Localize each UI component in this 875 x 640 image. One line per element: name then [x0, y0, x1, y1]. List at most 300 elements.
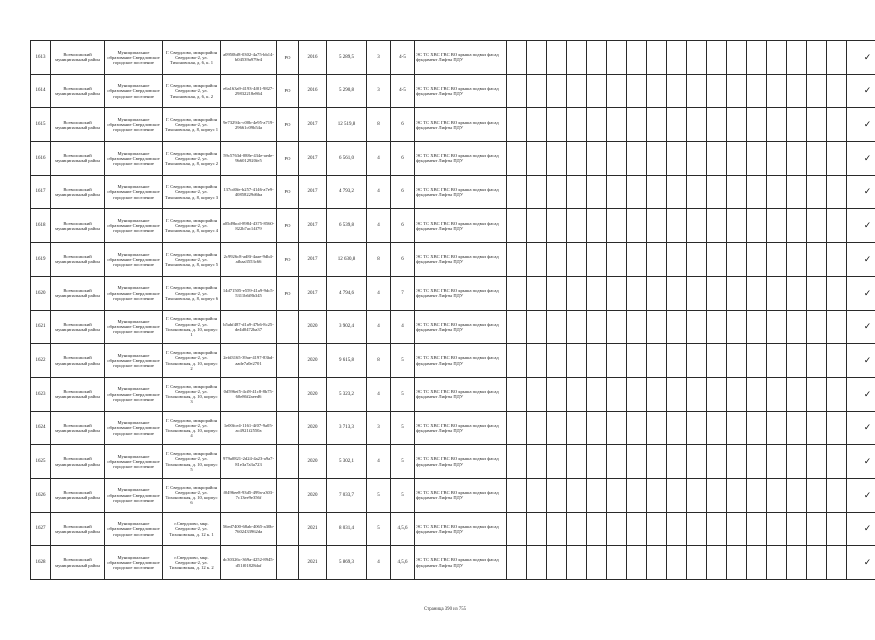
empty-cell [727, 478, 747, 512]
row-number: 1626 [31, 478, 51, 512]
empty-cell [747, 377, 767, 411]
address-cell: г.Свердлово, мкр. Свердлово-2, ул. Тихоновская, д. 12 к. 1 [163, 512, 221, 546]
area-cell: 5 290,8 [327, 74, 367, 108]
house-guid-cell: 9e73294c-c00b-4e95-a719-29661c09b54a [221, 108, 277, 142]
empty-cell [807, 445, 827, 479]
empty-cell [827, 445, 847, 479]
municipality-cell: Муниципальное образование Свердловское городское поселение [105, 445, 163, 479]
empty-cell [747, 546, 767, 580]
area-cell: 5 323,2 [327, 377, 367, 411]
empty-cell [607, 512, 627, 546]
empty-cell [827, 142, 847, 176]
entrances-cell: 4 [391, 310, 415, 344]
house-guid-cell: 2efd3165-39ae-4197-83bd-aade7a0e2701 [221, 344, 277, 378]
method-cell [277, 344, 299, 378]
empty-cell [727, 209, 747, 243]
empty-cell [667, 209, 687, 243]
empty-cell [667, 512, 687, 546]
house-guid-cell: dc30326c-369a-4252-8945-d51f01828daf [221, 546, 277, 580]
empty-cell [607, 276, 627, 310]
row-number: 1615 [31, 108, 51, 142]
empty-cell [587, 108, 607, 142]
address-cell: Г. Свердлово, микрорайон Свердлово-2, ул. Тихоновская, д. 8, корпус 1 [163, 108, 221, 142]
empty-cell [547, 209, 567, 243]
works-cell: ЭС ТС ХВС ГВС ВО крыша подвал фасад фундамент Лифты ПДУ [415, 142, 507, 176]
empty-cell [567, 74, 587, 108]
empty-cell [547, 74, 567, 108]
empty-cell [687, 74, 707, 108]
area-cell: 4 793,2 [327, 175, 367, 209]
empty-cell [647, 243, 667, 277]
year-cell: 2021 [299, 546, 327, 580]
works-cell: ЭС ТС ХВС ГВС ВО крыша подвал фасад фундамент Лифты ПДУ [415, 243, 507, 277]
table-row [31, 175, 875, 209]
empty-cell [687, 175, 707, 209]
empty-cell [767, 377, 787, 411]
empty-cell [687, 108, 707, 142]
works-cell: ЭС ТС ХВС ГВС ВО крыша подвал фасад фундамент Лифты ПДУ [415, 175, 507, 209]
empty-cell [527, 478, 547, 512]
method-cell [277, 445, 299, 479]
municipality-cell: Муниципальное образование Свердловское городское поселение [105, 74, 163, 108]
empty-cell [567, 209, 587, 243]
empty-cell [767, 411, 787, 445]
empty-cell [587, 175, 607, 209]
works-cell: ЭС ТС ХВС ГВС ВО крыша подвал фасад фундамент Лифты ПДУ [415, 478, 507, 512]
empty-cell [507, 243, 527, 277]
empty-cell [567, 377, 587, 411]
entrances-cell: 5 [391, 411, 415, 445]
empty-cell [527, 175, 547, 209]
empty-cell [607, 445, 627, 479]
empty-cell [787, 175, 807, 209]
empty-cell [667, 276, 687, 310]
method-cell [277, 411, 299, 445]
empty-cell [647, 108, 667, 142]
empty-cell [547, 310, 567, 344]
empty-cell [527, 74, 547, 108]
entrances-cell: 4,5,6 [391, 512, 415, 546]
empty-cell [567, 243, 587, 277]
empty-cell [567, 108, 587, 142]
empty-cell [727, 74, 747, 108]
method-cell [277, 310, 299, 344]
house-guid-cell: 1e00fce4-1161-4f07-9a05-ac4921f2550a [221, 411, 277, 445]
area-cell: 5 289,5 [327, 41, 367, 75]
house-guid-cell: 14d71505-e559-41a9-9dc5-5311b6f8b345 [221, 276, 277, 310]
empty-cell [667, 175, 687, 209]
empty-cell [687, 142, 707, 176]
table-row [31, 74, 875, 108]
empty-cell [687, 411, 707, 445]
empty-cell [607, 108, 627, 142]
area-cell: 9 615,8 [327, 344, 367, 378]
empty-cell [827, 411, 847, 445]
empty-cell [507, 411, 527, 445]
empty-cell [687, 478, 707, 512]
floors-cell: 8 [367, 344, 391, 378]
empty-cell [567, 344, 587, 378]
area-cell: 6 561,0 [327, 142, 367, 176]
empty-cell [647, 41, 667, 75]
floors-cell: 8 [367, 108, 391, 142]
works-cell: ЭС ТС ХВС ГВС ВО крыша подвал фасад фундамент Лифты ПДУ [415, 546, 507, 580]
empty-cell [547, 243, 567, 277]
empty-cell [747, 478, 767, 512]
empty-cell [547, 108, 567, 142]
empty-cell [767, 74, 787, 108]
empty-cell [507, 512, 527, 546]
empty-cell [667, 108, 687, 142]
year-cell: 2020 [299, 310, 327, 344]
table-row [31, 41, 875, 75]
empty-cell [767, 142, 787, 176]
empty-cell [607, 41, 627, 75]
empty-cell [747, 243, 767, 277]
row-number: 1625 [31, 445, 51, 479]
empty-cell [607, 310, 627, 344]
empty-cell [587, 411, 607, 445]
area-cell: 3 902,4 [327, 310, 367, 344]
empty-cell [767, 310, 787, 344]
empty-cell [807, 478, 827, 512]
empty-cell [627, 344, 647, 378]
district-cell: Всеволожский муниципальный район [51, 108, 105, 142]
empty-cell [827, 243, 847, 277]
district-cell: Всеволожский муниципальный район [51, 445, 105, 479]
empty-cell [807, 411, 827, 445]
method-cell: РО [277, 175, 299, 209]
empty-cell [647, 74, 667, 108]
check-mark-icon: ✓ [847, 175, 875, 209]
floors-cell: 4 [367, 175, 391, 209]
entrances-cell: 6 [391, 209, 415, 243]
address-cell: Г. Свердлово, микрорайон Свердлово-2, ул. Тихоновская, д. 10, корпус 3 [163, 377, 221, 411]
empty-cell [627, 74, 647, 108]
empty-cell [607, 74, 627, 108]
empty-cell [667, 41, 687, 75]
entrances-cell: 6 [391, 243, 415, 277]
empty-cell [727, 344, 747, 378]
house-guid-cell: a0950bf8-0302-4a75-bb14-b04539a979e4 [221, 41, 277, 75]
address-cell: Г. Свердлово, микрорайон Свердлово-2, ул. Тихоновская, д. 10, корпус 4 [163, 411, 221, 445]
table-row [31, 243, 875, 277]
municipality-cell: Муниципальное образование Свердловское городское поселение [105, 243, 163, 277]
empty-cell [507, 74, 527, 108]
row-number: 1618 [31, 209, 51, 243]
empty-cell [567, 276, 587, 310]
table-row [31, 512, 875, 546]
entrances-cell: 5 [391, 344, 415, 378]
empty-cell [707, 209, 727, 243]
method-cell: РО [277, 209, 299, 243]
area-cell: 6 539,8 [327, 209, 367, 243]
empty-cell [807, 377, 827, 411]
check-mark-icon: ✓ [847, 276, 875, 310]
table-row [31, 546, 875, 580]
entrances-cell: 4-5 [391, 41, 415, 75]
empty-cell [527, 310, 547, 344]
page-number: Страница 390 из 755 [423, 607, 467, 612]
empty-cell [707, 108, 727, 142]
works-cell: ЭС ТС ХВС ГВС ВО крыша подвал фасад фундамент Лифты ПДУ [415, 445, 507, 479]
empty-cell [807, 310, 827, 344]
empty-cell [707, 243, 727, 277]
municipality-cell: Муниципальное образование Свердловское городское поселение [105, 411, 163, 445]
address-cell: Г. Свердлово, микрорайон Свердлово-2, ул. Тихоновская, д. 10, корпус 5 [163, 445, 221, 479]
floors-cell: 5 [367, 512, 391, 546]
method-cell [277, 512, 299, 546]
empty-cell [687, 209, 707, 243]
empty-cell [827, 546, 847, 580]
row-number: 1628 [31, 546, 51, 580]
empty-cell [547, 512, 567, 546]
row-number: 1620 [31, 276, 51, 310]
entrances-cell: 6 [391, 108, 415, 142]
empty-cell [567, 41, 587, 75]
address-cell: Г. Свердлово, микрорайон Свердлово-2, ул. Тихоновская, д. 8, корпус 3 [163, 175, 221, 209]
empty-cell [527, 411, 547, 445]
empty-cell [507, 108, 527, 142]
empty-cell [527, 142, 547, 176]
empty-cell [807, 344, 827, 378]
check-mark-icon: ✓ [847, 546, 875, 580]
empty-cell [587, 243, 607, 277]
empty-cell [507, 209, 527, 243]
empty-cell [767, 445, 787, 479]
empty-cell [507, 344, 527, 378]
empty-cell [647, 276, 667, 310]
method-cell: РО [277, 41, 299, 75]
empty-cell [747, 175, 767, 209]
empty-cell [627, 377, 647, 411]
table-row [31, 209, 875, 243]
works-cell: ЭС ТС ХВС ГВС ВО крыша подвал фасад фундамент Лифты ПДУ [415, 377, 507, 411]
municipality-cell: Муниципальное образование Свердловское городское поселение [105, 108, 163, 142]
district-cell: Всеволожский муниципальный район [51, 344, 105, 378]
empty-cell [767, 546, 787, 580]
empty-cell [747, 209, 767, 243]
address-cell: Г. Свердлово, микрорайон Свердлово-2, ул. Тихоновская, д. 10, корпус 2 [163, 344, 221, 378]
empty-cell [527, 377, 547, 411]
empty-cell [747, 344, 767, 378]
works-cell: ЭС ТС ХВС ГВС ВО крыша подвал фасад фундамент Лифты ПДУ [415, 344, 507, 378]
empty-cell [707, 74, 727, 108]
empty-cell [727, 41, 747, 75]
empty-cell [767, 209, 787, 243]
empty-cell [527, 344, 547, 378]
area-cell: 5 869,3 [327, 546, 367, 580]
empty-cell [787, 478, 807, 512]
floors-cell: 4 [367, 276, 391, 310]
empty-cell [707, 411, 727, 445]
empty-cell [547, 478, 567, 512]
check-mark-icon: ✓ [847, 411, 875, 445]
year-cell: 2017 [299, 175, 327, 209]
empty-cell [587, 478, 607, 512]
empty-cell [627, 310, 647, 344]
empty-cell [667, 478, 687, 512]
method-cell: РО [277, 243, 299, 277]
empty-cell [787, 74, 807, 108]
empty-cell [747, 108, 767, 142]
empty-cell [527, 209, 547, 243]
entrances-cell: 6 [391, 142, 415, 176]
empty-cell [527, 445, 547, 479]
empty-cell [627, 41, 647, 75]
table-row [31, 478, 875, 512]
empty-cell [567, 546, 587, 580]
method-cell: РО [277, 74, 299, 108]
municipality-cell: Муниципальное образование Свердловское городское поселение [105, 276, 163, 310]
empty-cell [807, 209, 827, 243]
empty-cell [507, 175, 527, 209]
empty-cell [707, 445, 727, 479]
municipality-cell: Муниципальное образование Свердловское городское поселение [105, 175, 163, 209]
row-number: 1619 [31, 243, 51, 277]
address-cell: г.Свердлово, мкр. Свердлово-2, ул. Тихоновская, д. 12 к. 2 [163, 546, 221, 580]
house-guid-cell: 0d596ef5-4cf8-41c8-8b75-60e86f2aeed6 [221, 377, 277, 411]
empty-cell [567, 512, 587, 546]
empty-cell [687, 546, 707, 580]
empty-cell [807, 546, 827, 580]
district-cell: Всеволожский муниципальный район [51, 209, 105, 243]
empty-cell [727, 512, 747, 546]
empty-cell [667, 546, 687, 580]
empty-cell [747, 276, 767, 310]
entrances-cell: 6 [391, 175, 415, 209]
empty-cell [607, 175, 627, 209]
empty-cell [767, 478, 787, 512]
house-guid-cell: b5abf487-d1a9-47b6-8c25-de4d0472ba37 [221, 310, 277, 344]
floors-cell: 4 [367, 445, 391, 479]
address-cell: Г. Свердлово, микрорайон Свердлово-2, ул. Тихоновская, д. 6, к. 1 [163, 41, 221, 75]
year-cell: 2016 [299, 41, 327, 75]
empty-cell [787, 344, 807, 378]
municipality-cell: Муниципальное образование Свердловское городское поселение [105, 209, 163, 243]
year-cell: 2017 [299, 276, 327, 310]
empty-cell [827, 276, 847, 310]
district-cell: Всеволожский муниципальный район [51, 310, 105, 344]
empty-cell [667, 445, 687, 479]
empty-cell [687, 377, 707, 411]
empty-cell [747, 445, 767, 479]
empty-cell [567, 175, 587, 209]
empty-cell [627, 243, 647, 277]
empty-cell [627, 142, 647, 176]
house-guid-cell: e6a163a9-4193-4f01-9827-29832218e864 [221, 74, 277, 108]
municipality-cell: Муниципальное образование Свердловское городское поселение [105, 344, 163, 378]
floors-cell: 4 [367, 310, 391, 344]
empty-cell [667, 142, 687, 176]
empty-cell [567, 310, 587, 344]
works-cell: ЭС ТС ХВС ГВС ВО крыша подвал фасад фундамент Лифты ПДУ [415, 41, 507, 75]
empty-cell [587, 512, 607, 546]
municipality-cell: Муниципальное образование Свердловское городское поселение [105, 478, 163, 512]
empty-cell [667, 243, 687, 277]
floors-cell: 4 [367, 142, 391, 176]
empty-cell [827, 344, 847, 378]
empty-cell [827, 209, 847, 243]
empty-cell [767, 243, 787, 277]
address-cell: Г. Свердлово, микрорайон Свердлово-2, ул. Тихоновская, д. 8, корпус 2 [163, 142, 221, 176]
entrances-cell: 5 [391, 377, 415, 411]
empty-cell [827, 310, 847, 344]
empty-cell [807, 41, 827, 75]
empty-cell [667, 74, 687, 108]
check-mark-icon: ✓ [847, 344, 875, 378]
empty-cell [807, 74, 827, 108]
house-guid-cell: 979a0821-2d24-4a23-a9a7-81e3a7a3a723 [221, 445, 277, 479]
empty-cell [787, 142, 807, 176]
empty-cell [547, 142, 567, 176]
empty-cell [807, 276, 827, 310]
empty-cell [807, 108, 827, 142]
empty-cell [827, 41, 847, 75]
empty-cell [607, 243, 627, 277]
table-row [31, 445, 875, 479]
district-cell: Всеволожский муниципальный район [51, 512, 105, 546]
empty-cell [787, 108, 807, 142]
empty-cell [587, 209, 607, 243]
empty-cell [707, 276, 727, 310]
empty-cell [507, 310, 527, 344]
area-cell: 4 794,6 [327, 276, 367, 310]
empty-cell [787, 209, 807, 243]
check-mark-icon: ✓ [847, 478, 875, 512]
table-row [31, 310, 875, 344]
empty-cell [567, 411, 587, 445]
method-cell: РО [277, 142, 299, 176]
method-cell [277, 546, 299, 580]
works-cell: ЭС ТС ХВС ГВС ВО крыша подвал фасад фундамент Лифты ПДУ [415, 108, 507, 142]
empty-cell [547, 276, 567, 310]
empty-cell [787, 445, 807, 479]
empty-cell [707, 175, 727, 209]
empty-cell [587, 276, 607, 310]
method-cell [277, 478, 299, 512]
house-guid-cell: 137cd0fe-b257-4146-a7e9-40858229d6ba [221, 175, 277, 209]
district-cell: Всеволожский муниципальный район [51, 142, 105, 176]
empty-cell [527, 108, 547, 142]
floors-cell: 4 [367, 546, 391, 580]
empty-cell [587, 344, 607, 378]
year-cell: 2020 [299, 377, 327, 411]
empty-cell [787, 243, 807, 277]
empty-cell [787, 546, 807, 580]
area-cell: 7 033,7 [327, 478, 367, 512]
check-mark-icon: ✓ [847, 377, 875, 411]
empty-cell [587, 74, 607, 108]
row-number: 1617 [31, 175, 51, 209]
empty-cell [547, 41, 567, 75]
empty-cell [507, 142, 527, 176]
entrances-cell: 5 [391, 478, 415, 512]
empty-cell [647, 512, 667, 546]
empty-cell [627, 209, 647, 243]
register-rows [31, 41, 875, 580]
empty-cell [567, 478, 587, 512]
method-cell: РО [277, 276, 299, 310]
district-cell: Всеволожский муниципальный район [51, 243, 105, 277]
empty-cell [587, 546, 607, 580]
works-cell: ЭС ТС ХВС ГВС ВО крыша подвал фасад фундамент Лифты ПДУ [415, 74, 507, 108]
entrances-cell: 7 [391, 276, 415, 310]
empty-cell [547, 377, 567, 411]
empty-cell [727, 175, 747, 209]
empty-cell [667, 411, 687, 445]
works-cell: ЭС ТС ХВС ГВС ВО крыша подвал фасад фундамент Лифты ПДУ [415, 411, 507, 445]
